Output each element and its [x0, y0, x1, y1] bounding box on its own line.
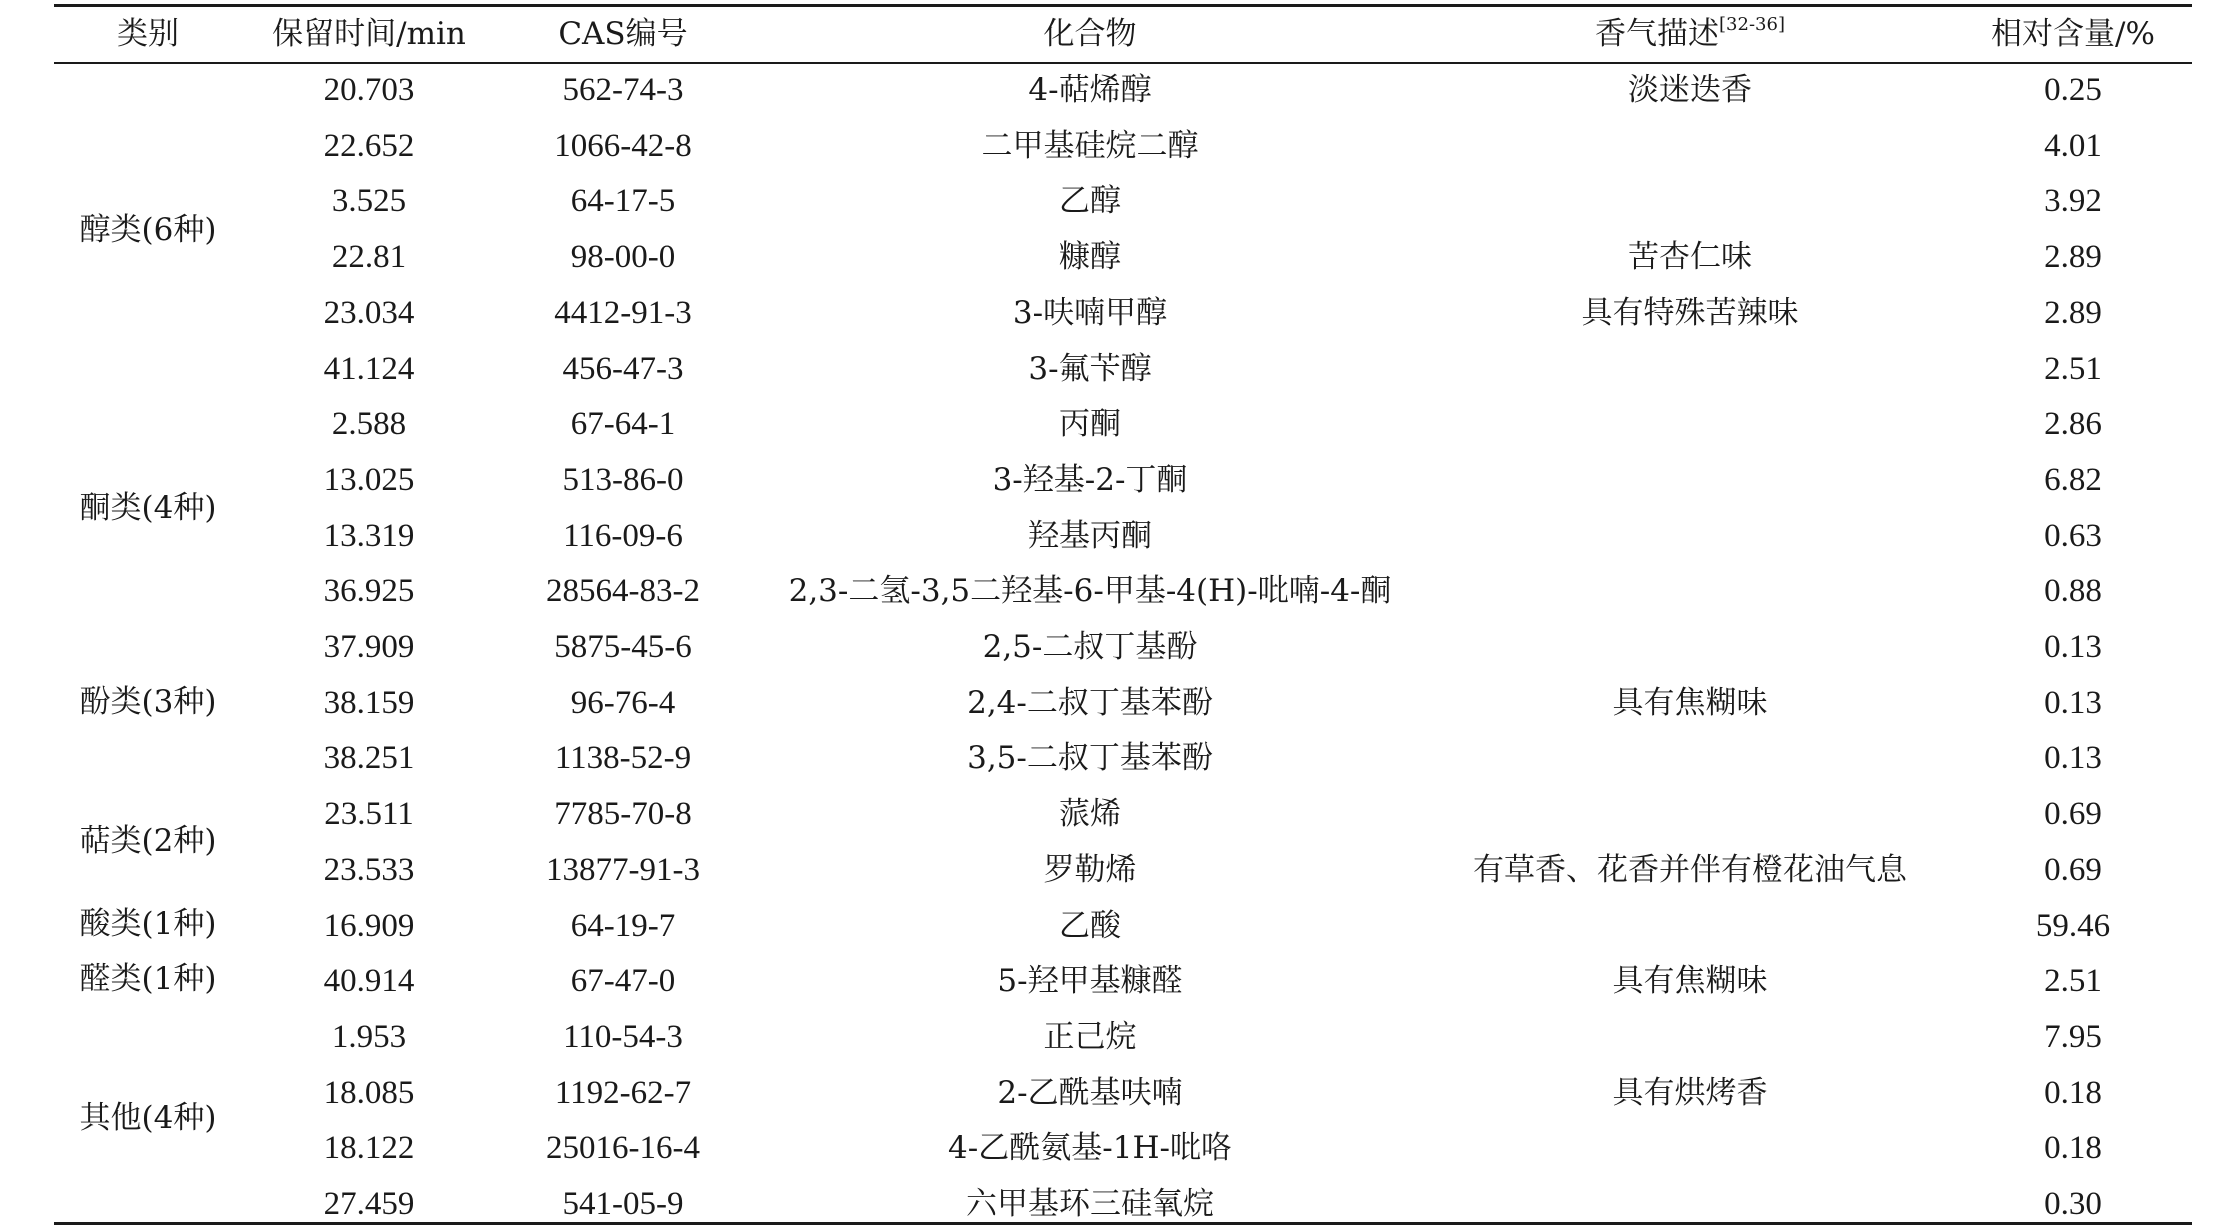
compound-name-cell: 4-乙酰氨基-1H-吡咯 — [948, 1130, 1232, 1167]
retention-time-cell: 23.511 — [324, 796, 414, 833]
relative-content-cell: 0.30 — [2044, 1186, 2102, 1222]
retention-time-cell: 40.914 — [323, 963, 415, 1000]
relative-content-cell: 0.25 — [2044, 72, 2102, 108]
compound-name-cell: 二甲基硅烷二醇 — [981, 127, 1199, 164]
compound-name-cell: 5-羟甲基糠醛 — [997, 963, 1183, 1000]
header-rule — [54, 62, 2192, 64]
compound-name-cell: 2,5-二叔丁基酚 — [982, 629, 1198, 665]
compound-name-cell: 2,4-二叔丁基苯酚 — [967, 684, 1213, 721]
retention-time-cell: 38.159 — [323, 684, 415, 721]
category-acids: 酸类(1种) — [79, 906, 217, 942]
relative-content-cell: 0.18 — [2044, 1074, 2102, 1111]
category-phenols: 酚类(3种) — [79, 684, 217, 720]
cas-number-cell: 64-19-7 — [570, 907, 676, 944]
compound-name-cell: 2-乙酰基呋喃 — [997, 1074, 1183, 1111]
category-terpenes: 萜类(2种) — [79, 823, 217, 859]
relative-content-cell: 6.82 — [2044, 461, 2102, 498]
relative-content-cell: 59.46 — [2035, 907, 2111, 944]
cas-number-cell: 64-17-5 — [570, 183, 676, 220]
relative-content-cell: 2.89 — [2044, 239, 2102, 276]
compound-name-cell: 羟基丙酮 — [1028, 517, 1152, 554]
category-aldehydes: 醛类(1种) — [79, 961, 217, 997]
cas-number-cell: 456-47-3 — [562, 350, 684, 387]
compound-name-cell: 糠醇 — [1059, 239, 1121, 276]
cas-number-cell: 513-86-0 — [562, 461, 684, 498]
relative-content-cell: 0.88 — [2044, 573, 2102, 610]
retention-time-cell: 20.703 — [323, 72, 415, 108]
compound-name-cell: 3-呋喃甲醇 — [1012, 294, 1168, 331]
compound-name-cell: 4-萜烯醇 — [1028, 72, 1152, 108]
relative-content-cell: 7.95 — [2044, 1018, 2102, 1055]
header-aroma-label: 香气描述 — [1595, 16, 1720, 52]
retention-time-cell: 16.909 — [323, 907, 415, 944]
top-rule — [54, 4, 2192, 7]
retention-time-cell: 23.034 — [323, 294, 415, 331]
retention-time-cell: 22.652 — [323, 127, 415, 164]
compound-name-cell: 3,5-二叔丁基苯酚 — [967, 740, 1213, 777]
aroma-description-cell: 淡迷迭香 — [1628, 72, 1752, 108]
header-relative-content: 相对含量/% — [1991, 16, 2155, 52]
compound-name-cell: 3-羟基-2-丁酮 — [992, 461, 1188, 498]
header-aroma-citation: [32-36] — [1719, 14, 1785, 35]
cas-number-cell: 67-64-1 — [570, 406, 676, 443]
relative-content-cell: 0.69 — [2044, 851, 2102, 888]
aroma-description-cell: 具有烘烤香 — [1612, 1074, 1768, 1111]
relative-content-cell: 2.86 — [2044, 406, 2102, 443]
cas-number-cell: 13877-91-3 — [546, 851, 700, 888]
compound-name-cell: 3-氟苄醇 — [1028, 350, 1152, 387]
category-others: 其他(4种) — [79, 1100, 217, 1136]
compound-name-cell: 丙酮 — [1059, 406, 1121, 443]
aroma-description-cell: 具有焦糊味 — [1612, 963, 1768, 1000]
compound-name-cell: 罗勒烯 — [1043, 851, 1137, 888]
compound-name-cell: 2,3-二氢-3,5二羟基-6-甲基-4(H)-吡喃-4-酮 — [788, 573, 1392, 610]
retention-time-cell: 18.122 — [323, 1130, 415, 1167]
relative-content-cell: 0.13 — [2044, 684, 2102, 721]
relative-content-cell: 0.69 — [2044, 796, 2102, 833]
cas-number-cell: 96-76-4 — [570, 684, 676, 721]
compound-name-cell: 正己烷 — [1043, 1018, 1137, 1055]
relative-content-cell: 0.13 — [2044, 629, 2102, 665]
header-aroma — [1595, 16, 1785, 52]
aroma-description-cell: 具有焦糊味 — [1612, 684, 1768, 721]
retention-time-cell: 13.319 — [323, 517, 415, 554]
aroma-description-cell: 具有特殊苦辣味 — [1581, 294, 1799, 331]
category-alcohols: 醇类(6种) — [79, 212, 217, 248]
cas-number-cell: 1066-42-8 — [554, 127, 692, 164]
cas-number-cell: 116-09-6 — [563, 517, 683, 554]
relative-content-cell: 0.63 — [2044, 517, 2102, 554]
cas-number-cell: 110-54-3 — [563, 1018, 683, 1055]
retention-time-cell: 22.81 — [331, 239, 407, 276]
retention-time-cell: 3.525 — [331, 183, 407, 220]
relative-content-cell: 0.18 — [2044, 1130, 2102, 1167]
relative-content-cell: 3.92 — [2044, 183, 2102, 220]
compound-name-cell: 六甲基环三硅氧烷 — [966, 1186, 1214, 1222]
header-compound: 化合物 — [1043, 16, 1137, 52]
relative-content-cell: 4.01 — [2044, 127, 2102, 164]
cas-number-cell: 28564-83-2 — [546, 573, 700, 610]
compound-name-cell: 乙醇 — [1059, 183, 1121, 220]
relative-content-cell: 0.13 — [2044, 740, 2102, 777]
cas-number-cell: 562-74-3 — [562, 72, 684, 108]
header-retention-time: 保留时间/min — [272, 16, 466, 52]
relative-content-cell: 2.51 — [2044, 350, 2102, 387]
cas-number-cell: 98-00-0 — [570, 239, 676, 276]
compound-name-cell: 蒎烯 — [1059, 796, 1121, 833]
relative-content-cell: 2.51 — [2044, 963, 2102, 1000]
bottom-rule — [54, 1222, 2192, 1225]
retention-time-cell: 27.459 — [323, 1186, 415, 1222]
category-ketones: 酮类(4种) — [79, 490, 217, 526]
retention-time-cell: 36.925 — [323, 573, 415, 610]
aroma-description-cell: 苦杏仁味 — [1628, 239, 1752, 276]
cas-number-cell: 4412-91-3 — [554, 294, 692, 331]
retention-time-cell: 41.124 — [323, 350, 415, 387]
cas-number-cell: 1192-62-7 — [554, 1074, 692, 1111]
header-cas: CAS编号 — [558, 16, 688, 52]
relative-content-cell: 2.89 — [2044, 294, 2102, 331]
retention-time-cell: 1.953 — [331, 1018, 407, 1055]
cas-number-cell: 7785-70-8 — [554, 796, 692, 833]
retention-time-cell: 37.909 — [323, 629, 415, 665]
header-category: 类别 — [117, 16, 179, 52]
cas-number-cell: 67-47-0 — [570, 963, 676, 1000]
cas-number-cell: 25016-16-4 — [546, 1130, 700, 1167]
retention-time-cell: 18.085 — [323, 1074, 415, 1111]
compound-name-cell: 乙酸 — [1059, 907, 1121, 944]
cas-number-cell: 5875-45-6 — [554, 629, 692, 665]
retention-time-cell: 23.533 — [323, 851, 415, 888]
retention-time-cell: 38.251 — [323, 740, 415, 777]
cas-number-cell: 1138-52-9 — [554, 740, 692, 777]
retention-time-cell: 13.025 — [323, 461, 415, 498]
retention-time-cell: 2.588 — [331, 406, 407, 443]
aroma-description-cell: 有草香、花香并伴有橙花油气息 — [1473, 851, 1907, 888]
cas-number-cell: 541-05-9 — [562, 1186, 684, 1222]
